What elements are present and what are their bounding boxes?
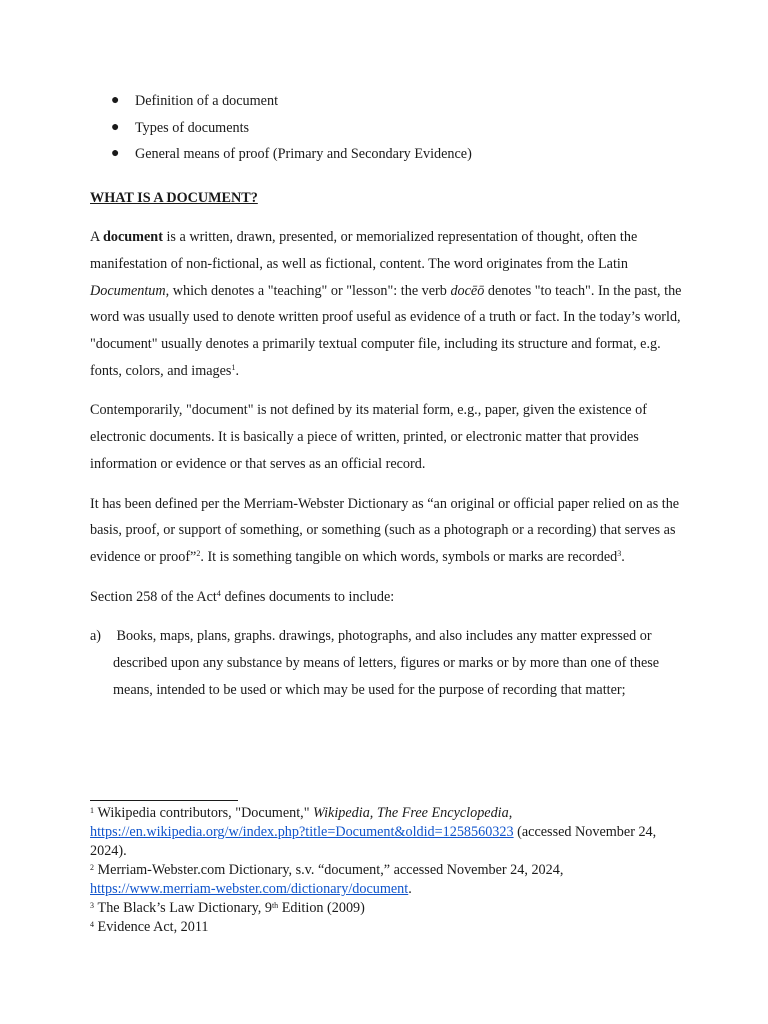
text-run: . It is something tangible on which words, symbols or marks are recorded	[200, 548, 618, 565]
text-run: Edition (2009)	[278, 900, 365, 916]
text-run: Merriam-Webster.com Dictionary, s.v. “document,” accessed November 24, 2024,	[97, 862, 564, 878]
section-heading: WHAT IS A DOCUMENT?	[90, 189, 258, 206]
text-run: Wikipedia contributors, "Document,"	[97, 805, 314, 821]
italic-term: Wikipedia, The Free Encyclopedia	[313, 805, 509, 821]
text-run: Section 258 of the Act	[90, 588, 217, 605]
footnote-2	[90, 861, 682, 899]
text-run: .	[621, 548, 625, 565]
merriam-webster-link[interactable]: https://www.merriam-webster.com/dictionary/document	[90, 881, 409, 897]
definition-item-a	[90, 623, 682, 703]
italic-term: docēō	[450, 282, 485, 299]
list-item	[90, 141, 682, 168]
text-run: Evidence Act, 2011	[97, 919, 209, 935]
footnote-number: 4	[90, 920, 94, 929]
footnote-ref[interactable]: 3	[617, 548, 622, 558]
topic-list	[90, 88, 682, 168]
bullet-icon: ●	[111, 146, 120, 161]
list-item-text: Definition of a document	[135, 93, 279, 109]
wikipedia-link[interactable]: https://en.wikipedia.org/w/index.php?title=Document&oldid=1258560323	[90, 824, 514, 840]
text-run: .	[235, 362, 239, 379]
footnote-number: 2	[90, 863, 94, 872]
footnote-4	[90, 918, 682, 937]
item-marker: a)	[90, 628, 102, 645]
ordinal-suffix: th	[271, 901, 279, 910]
item-text: Books, maps, plans, graphs. drawings, photographs, and also includes any matter expressed or described upon any substance by means of letters, figures or marks or by more than one of these means, intended to be used or which may be used for the purpose of recording that matter;	[113, 628, 660, 698]
footnote-number: 3	[90, 901, 94, 910]
bullet-icon: ●	[111, 93, 120, 108]
text-run: The Black’s Law Dictionary, 9	[97, 900, 272, 916]
footnote-number: 1	[90, 806, 94, 815]
list-item-text: Types of documents	[135, 119, 250, 136]
text-run: ,	[508, 805, 513, 821]
text-run: denotes "to teach". In the past, the word was usually used to denote written proof useful as evidence of a truth or fact. In the today’s world, "document" usually denotes a primarily textual computer file, including its structure and format, e.g. fonts, colors, and images	[90, 282, 682, 379]
paragraph-section-258	[90, 584, 682, 611]
document-page	[90, 88, 682, 703]
list-item-text: General means of proof (Primary and Secondary Evidence)	[135, 146, 472, 162]
paragraph-contemporary: Contemporarily, "document" is not defined by its material form, e.g., paper, given the existence of electronic documents. It is basically a piece of written, printed, or electronic matter that provides information or evidence or that serves as an official record.	[90, 402, 647, 472]
text-run: (accessed November 24, 2024).	[90, 824, 657, 859]
list-item	[90, 115, 682, 142]
italic-term: Documentum	[90, 282, 166, 299]
text-run: is a written, drawn, presented, or memorialized representation of thought, often the manifestation of non-fictional, as well as fictional, content. The word originates from the Latin	[90, 229, 638, 272]
footnote-3	[90, 899, 682, 918]
list-item	[90, 88, 682, 115]
footnote-separator	[90, 800, 238, 801]
footnote-ref[interactable]: 1	[231, 362, 236, 372]
text-run: It has been defined per the Merriam-Webster Dictionary as “an original or official paper relied on as the basis, proof, or support of something, or something (such as a photograph or a recording) that serves as evidence or proof”	[90, 495, 680, 565]
bullet-icon: ●	[111, 119, 120, 135]
text-run: defines documents to include:	[220, 588, 395, 605]
text-run: .	[408, 881, 412, 897]
paragraph-merriam-webster	[90, 491, 682, 571]
footnote-1	[90, 804, 682, 861]
bold-term: document	[103, 229, 163, 246]
text-run: A	[90, 229, 104, 246]
footnote-ref[interactable]: 2	[196, 548, 201, 558]
text-run: , which denotes a "teaching" or "lesson": the verb	[165, 282, 451, 299]
paragraph-definition	[90, 224, 682, 384]
footnotes	[90, 804, 682, 937]
footnote-ref[interactable]: 4	[216, 588, 221, 598]
